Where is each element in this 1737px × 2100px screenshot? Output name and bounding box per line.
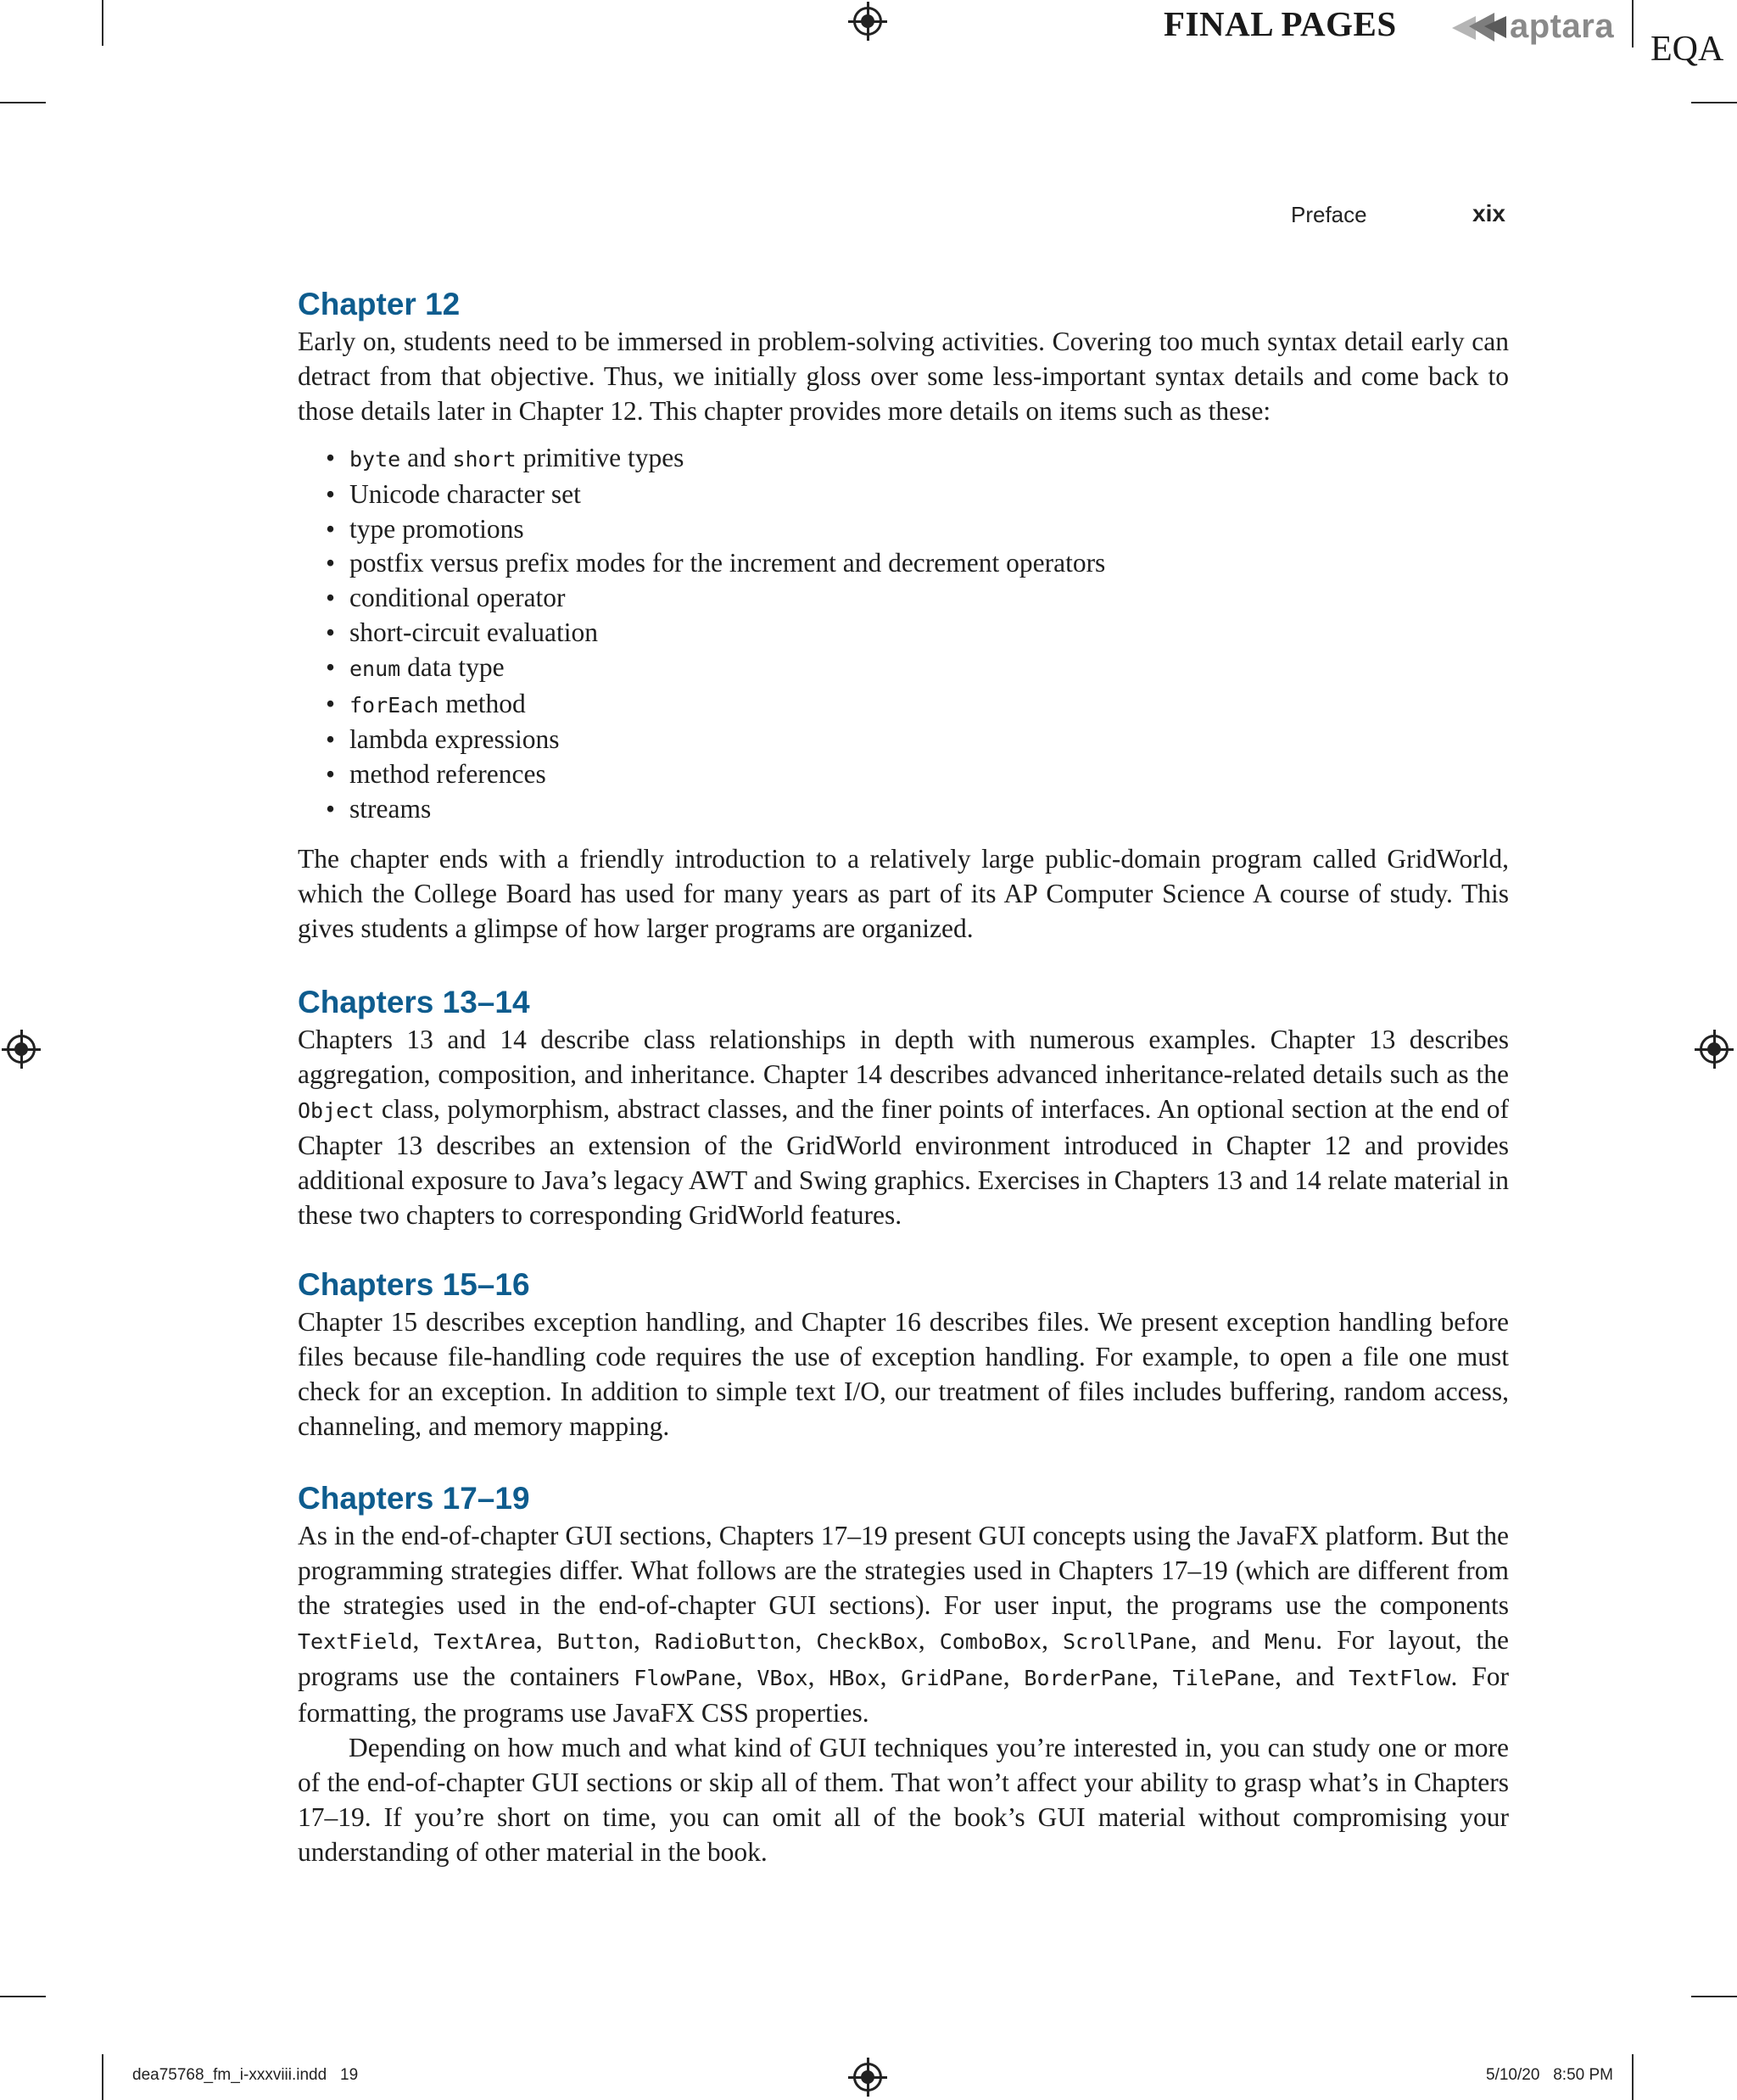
crop-mark	[1691, 1996, 1737, 1997]
code-term: ComboBox	[939, 1629, 1042, 1654]
code-term: BorderPane	[1024, 1666, 1152, 1690]
code-term: forEach	[349, 692, 439, 718]
crop-mark	[102, 0, 103, 46]
file-info: dea75768_fm_i-xxxviii.indd 19	[132, 2066, 359, 2084]
paragraph: As in the end-of-chapter GUI sections, Chapters 17–19 present GUI concepts using the JavaFX platform. But the programming strategies differ. What follows are the strategies used in Chapters 17–19 (which are different from the strategies used in the end-of-chapter GUI sections). For user input, the programs use the components TextField, TextArea, Button, RadioButton, CheckBox, ComboBox, ScrollPane, and Menu. For layout, the programs use the containers FlowPane, VBox, HBox, GridPane, BorderPane, TilePane, and TextFlow. For formatting, the programs use JavaFX CSS properties.	[298, 1521, 1510, 1728]
crop-mark	[1691, 102, 1737, 103]
list-item: • enum data type	[298, 651, 1509, 687]
section-heading: Chapters 13–14	[298, 985, 530, 1019]
list-item: • conditional operator	[298, 581, 1509, 616]
list-item: • short-circuit evaluation	[298, 616, 1509, 651]
paragraph: Chapters 13 and 14 describe class relationships in depth with numerous examples. Chapter 13 describes aggregation, composition, and inheritance. Chapter 14 describes advanced inheritance-related details such as the Object class, polymorphism, abstract classes, and the finer points of interfaces. An optional section at the end of Chapter 13 describes an extension of the GridWorld environment introduced in Chapter 12 and provides additional exposure to Java’s legacy AWT and Swing graphics. Exercises in Chapters 13 and 14 relate material in these two chapters to corresponding GridWorld features.	[298, 1025, 1509, 1230]
crop-mark	[0, 1996, 46, 1997]
code-term: TextFlow	[1349, 1666, 1451, 1690]
code-term: Object	[298, 1098, 375, 1123]
list-item: • lambda expressions	[298, 723, 1509, 757]
code-term: GridPane	[901, 1666, 1003, 1690]
section-chapters-17-19	[298, 1478, 1509, 1869]
print-datetime: 5/10/20 8:50 PM	[1486, 2066, 1613, 2084]
registration-mark-icon	[1700, 1035, 1729, 1064]
code-term: short	[452, 447, 517, 472]
section-heading: Chapter 12	[298, 287, 461, 321]
section-heading: Chapters 15–16	[298, 1267, 530, 1302]
paragraph: The chapter ends with a friendly introduction to a relatively large public-domain program called GridWorld, which the College Board has used for many years as part of its AP Computer Science A course of study. This gives students a glimpse of how larger programs are organized.	[298, 843, 1509, 943]
code-term: RadioButton	[654, 1629, 796, 1654]
section-chapter-12	[298, 284, 1509, 946]
list-item: • streams	[298, 792, 1509, 827]
corner-code: EQA	[1650, 30, 1724, 69]
crop-mark	[102, 2054, 103, 2100]
code-term: CheckBox	[816, 1629, 919, 1654]
header-divider	[1632, 0, 1634, 47]
code-term: VBox	[757, 1666, 808, 1690]
running-header-label: Preface	[1291, 202, 1367, 227]
page-number: xix	[1472, 200, 1505, 226]
list-item: • Unicode character set	[298, 478, 1509, 512]
code-term: TilePane	[1172, 1666, 1276, 1690]
code-term: TextArea	[433, 1629, 536, 1654]
registration-mark-icon	[7, 1035, 36, 1064]
section-heading: Chapters 17–19	[298, 1481, 530, 1516]
code-term: FlowPane	[634, 1666, 736, 1690]
topic-list	[298, 441, 1509, 827]
list-item: • postfix versus prefix modes for the increment and decrement operators	[298, 546, 1509, 581]
code-term: ScrollPane	[1063, 1629, 1191, 1654]
aptara-logo-text: aptara	[1510, 7, 1615, 45]
registration-mark-icon	[853, 2063, 882, 2092]
list-item: • forEach method	[298, 687, 1509, 723]
section-chapters-15-16	[298, 1265, 1509, 1444]
aptara-logo-icon	[1450, 9, 1508, 43]
code-term: Button	[556, 1629, 634, 1654]
crop-mark	[0, 102, 46, 103]
code-term: HBox	[829, 1666, 880, 1690]
final-pages-label: FINAL PAGES	[1164, 4, 1397, 43]
paragraph: Chapter 15 describes exception handling, and Chapter 16 describes files. We present exception handling before files because file-handling code requires the use of exception handling. For example, to open a file one must check for an exception. In addition to simple text I/O, our treatment of files includes buffering, random access, channeling, and memory mapping.	[298, 1307, 1509, 1441]
paragraph: Early on, students need to be immersed in problem-solving activities. Covering too much syntax detail early can detract from that objective. Thus, we initially gloss over some less-important syntax details and come back to those details later in Chapter 12. This chapter provides more details on items such as these:	[298, 327, 1509, 426]
aptara-logo	[1450, 5, 1614, 47]
code-term: Menu	[1265, 1629, 1316, 1654]
code-term: TextField	[298, 1629, 413, 1654]
registration-mark-icon	[853, 7, 882, 36]
section-chapters-13-14	[298, 982, 1509, 1232]
code-term: byte	[349, 447, 401, 472]
paragraph: Depending on how much and what kind of GUI techniques you’re interested in, you can study one or more of the end-of-chapter GUI sections or skip all of them. That won’t affect your ability to grasp what’s in Chapters 17–19. If you’re short on time, you can omit all of the book’s GUI material without compromising your understanding of other material in the book.	[298, 1733, 1509, 1867]
code-term: enum	[349, 656, 401, 681]
list-item: • method references	[298, 757, 1509, 792]
crop-mark	[1632, 2054, 1634, 2100]
list-item: • type promotions	[298, 512, 1509, 547]
list-item: • byte and short primitive types	[298, 441, 1509, 478]
